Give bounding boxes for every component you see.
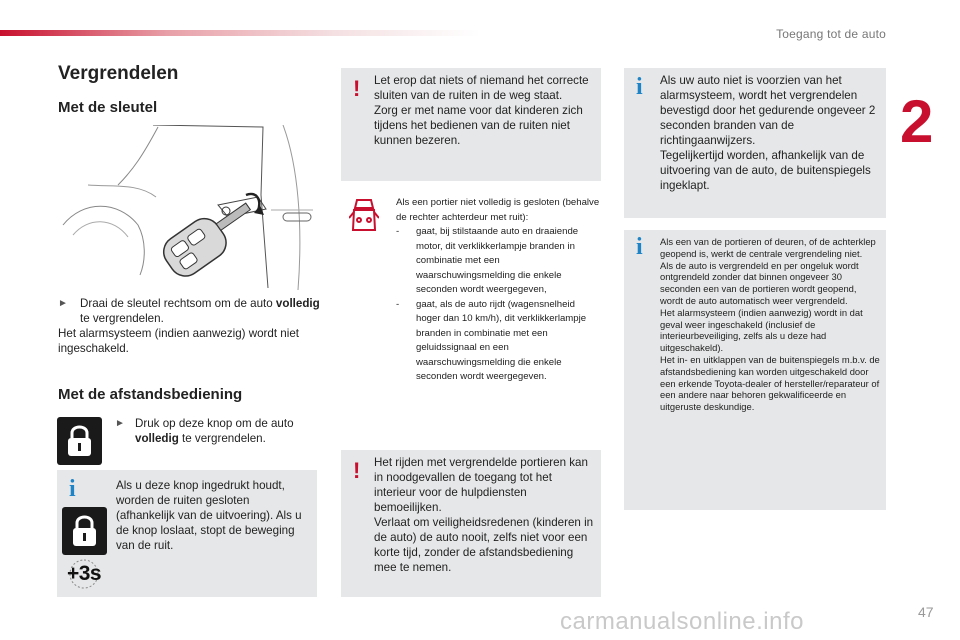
- door-open-intro: Als een portier niet volledig is gesloten (behalve de rechter achterdeur met ruit):: [396, 197, 600, 223]
- info-icon: i: [636, 74, 643, 100]
- door-open-notice: [396, 196, 601, 385]
- key-bullet-text: Draai de sleutel rechtsom om de auto: [80, 297, 273, 310]
- section-header-title: Toegang tot de auto: [776, 27, 886, 41]
- list-dash: -: [396, 226, 400, 237]
- warning-icon: !: [353, 76, 361, 101]
- info-box-signal: [624, 68, 886, 218]
- watermark: carmanualsonline.info: [560, 608, 804, 635]
- bullet-arrow-icon: ►: [115, 418, 125, 429]
- info-icon: i: [636, 234, 643, 260]
- key-alarm-note: Het alarmsysteem (indien aanwezig) wordt niet ingeschakeld.: [58, 327, 299, 355]
- key-bullet-item: [58, 296, 320, 326]
- door-item-text: gaat, bij stilstaande auto en draaiende motor, dit verklikkerlampje branden in combinatie met een waarschuwingsmelding die enkele seconden wordt weergegeven,: [416, 226, 579, 295]
- remote-bullet-bold: volledig: [135, 432, 179, 445]
- page-number: 47: [918, 604, 934, 620]
- key-bullet-bold: volledig: [275, 297, 320, 310]
- header-accent-bar: [0, 30, 480, 36]
- list-dash: -: [396, 298, 400, 310]
- door-open-warning-icon: [349, 196, 379, 236]
- info-central-locking-text: Als een van de portieren of deuren, of de achterklep geopend is, werkt de centrale vergrendeling niet. Als de auto is vergrendeld en per ongeluk wordt ontgrendeld zonder dat binnen ongeveer 30 seconden een van de portieren wordt geopend, wordt de auto automatisch weer vergrendeld. Het alarmsysteem (indien aanwezig) wordt in dat geval weer ingeschakeld (inclusief de interieurbeveiliging, zelfs als u deze had uitgeschakeld). Het in- en uitklappen van de buitenspiegels m.b.v. de afstandsbediening kan worden uitgeschakeld door een erkende Toyota-dealer of hersteller/reparateur of een andere naar behoren gekwalificeerde en uitgeruste deskundige.: [660, 236, 880, 413]
- page-title: Vergrendelen: [58, 63, 179, 84]
- hold-3s-icon: [60, 558, 108, 590]
- warning-box-windows: [341, 68, 601, 181]
- remote-lock-button-icon-2: [62, 507, 107, 555]
- remote-bullet-text: Druk op deze knop om de auto: [135, 417, 294, 430]
- info-signal-text: Als uw auto niet is voorzien van het alarmsysteem, wordt het vergrendelen bevestigd door het gedurende ongeveer 2 seconden branden van de richtingaanwijzers. Tegelijkertijd worden, afhankelijk van de uitvoering van de auto, de buitenspiegels ingeklapt.: [660, 74, 876, 192]
- door-item-text: gaat, als de auto rijdt (wagensnelheid hoger dan 10 km/h), dit verklikkerlampje branden in combinatie met een geluidssignaal en een waarschuwingsmelding die enkele seconden wordt weergegeven.: [416, 298, 587, 382]
- chapter-number: 2: [900, 88, 934, 155]
- door-open-list: [396, 225, 601, 385]
- hold-3s-label: +3s: [66, 562, 102, 585]
- bullet-arrow-icon: ►: [58, 298, 68, 309]
- key-door-illustration: [58, 125, 318, 290]
- remote-bullet-item: [115, 416, 320, 446]
- info-box-central-locking: [624, 230, 886, 510]
- info-icon: i: [69, 476, 76, 502]
- warning-box-emergency: [341, 450, 601, 597]
- key-instruction-block: [58, 296, 320, 356]
- remote-lock-button-icon: [57, 417, 102, 465]
- warning-windows-text: Let erop dat niets of niemand het correcte sluiten van de ruiten in de weg staat. Zorg er met name voor dat kinderen zich tijdens het bedienen van de ruiten niet kunnen bezeren.: [374, 74, 589, 147]
- key-section-heading: Met de sleutel: [58, 99, 158, 116]
- key-bullet-tail: te vergrendelen.: [80, 312, 164, 325]
- list-item: [396, 225, 601, 298]
- warning-icon: !: [353, 458, 361, 483]
- warning-emergency-text: Het rijden met vergrendelde portieren kan in noodgevallen de toegang tot het interieur voor de hulpdiensten bemoeilijken. Verlaat om veiligheidsredenen (kinderen in de auto) de auto nooit, zelfs niet voor een korte tijd, zonder de afstandsbediening mee te nemen.: [374, 456, 594, 574]
- remote-info-text: Als u deze knop ingedrukt houdt, worden de ruiten gesloten (afhankelijk van de uitvoering). Als u de knop loslaat, stopt de beweging van de ruit.: [116, 479, 302, 552]
- remote-section-heading: Met de afstandsbediening: [58, 386, 243, 403]
- list-item: [396, 298, 601, 385]
- remote-bullet-tail: te vergrendelen.: [182, 432, 266, 445]
- remote-info-box: [57, 470, 317, 597]
